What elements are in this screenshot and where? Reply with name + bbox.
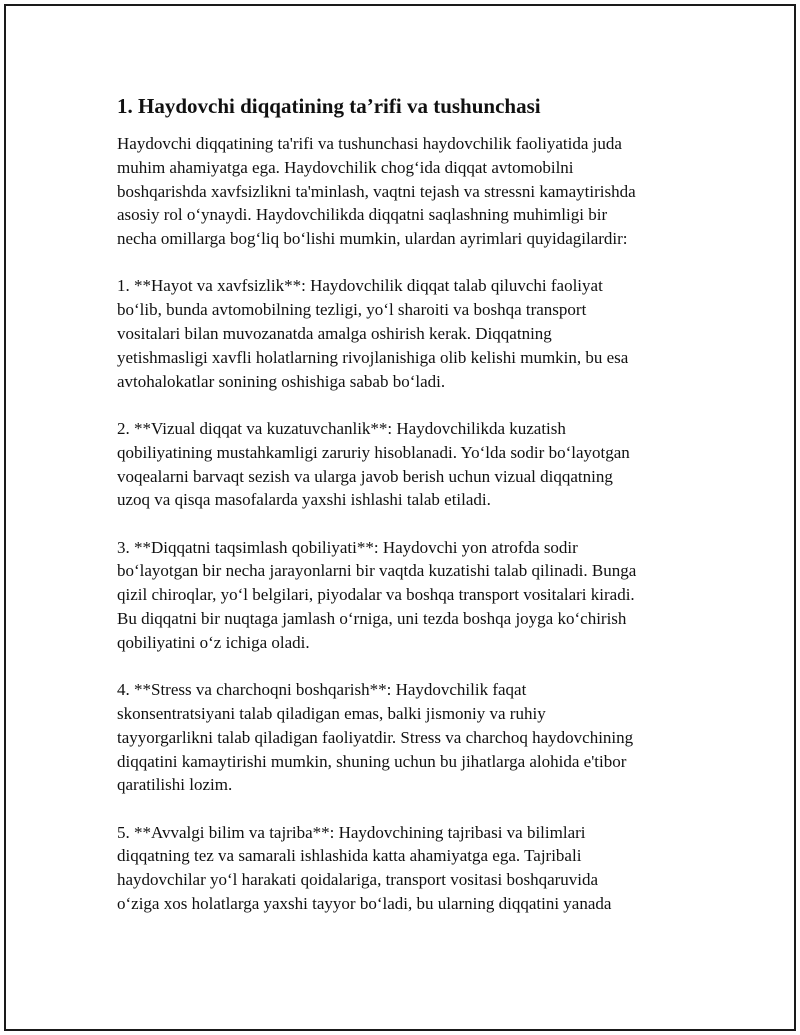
text-line: bo‘layotgan bir necha jarayonlarni bir vaqtda kuzatishi talab qilinadi. Bunga xyxy=(117,561,637,581)
text-line: qobiliyatining mustahkamligi zaruriy hisoblanadi. Yo‘lda sodir bo‘layotgan xyxy=(117,442,630,462)
text-line: voqealarni barvaqt sezish va ularga javob berish uchun vizual diqqatning xyxy=(117,466,613,486)
text-line: 3. **Diqqatni taqsimlash qobiliyati**: Haydovchi yon atrofda sodir xyxy=(117,537,578,557)
paragraph-item-5 xyxy=(117,821,697,916)
text-line: asosiy rol o‘ynaydi. Haydovchilikda diqqatni saqlashning muhimligi bir xyxy=(117,205,608,225)
text-line: skonsentratsiyani talab qiladigan emas, balki jismoniy va ruhiy xyxy=(117,703,546,723)
document-body xyxy=(117,92,697,939)
text-line: tayyorgarlikni talab qiladigan faoliyatdir. Stress va charchoq haydovchining xyxy=(117,727,634,747)
text-line: diqqatning tez va samarali ishlashida katta ahamiyatga ega. Tajribali xyxy=(117,846,582,866)
text-line: uzoq va qisqa masofalarda yaxshi ishlashi talab etiladi. xyxy=(117,490,491,510)
paragraph-item-4 xyxy=(117,678,697,797)
text-line: Haydovchi diqqatining ta'rifi va tushunchasi haydovchilik faoliyatida juda xyxy=(117,134,622,153)
text-line: diqqatini kamaytirishi mumkin, shuning uchun bu jihatlarga alohida e'tibor xyxy=(117,751,627,771)
paragraph-intro xyxy=(117,132,697,251)
text-line: bo‘lib, bunda avtomobilning tezligi, yo‘l sharoiti va boshqa transport xyxy=(117,300,587,320)
text-line: qobiliyatini o‘z ichiga oladi. xyxy=(117,632,310,652)
text-line: avtohalokatlar sonining oshishiga sabab bo‘ladi. xyxy=(117,371,446,391)
text-line: qizil chiroqlar, yo‘l belgilari, piyodalar va boshqa transport vositalari kiradi. xyxy=(117,585,635,605)
paragraph-item-1 xyxy=(117,274,697,393)
document-title: 1. Haydovchi diqqatining ta’rifi va tushunchasi xyxy=(117,94,541,118)
text-line: yetishmasligi xavfli holatlarning rivojlanishiga olib kelishi mumkin, bu esa xyxy=(117,347,629,367)
text-line: o‘ziga xos holatlarga yaxshi tayyor bo‘ladi, bu ularning diqqatini yanada xyxy=(117,894,612,914)
text-line: Bu diqqatni bir nuqtaga jamlash o‘rniga, uni tezda boshqa joyga ko‘chirish xyxy=(117,609,627,629)
paragraph-item-3 xyxy=(117,536,697,655)
text-line: 1. **Hayot va xavfsizlik**: Haydovchilik diqqat talab qiluvchi faoliyat xyxy=(117,276,603,296)
text-line: boshqarishda xavfsizlikni ta'minlash, vaqtni tejash va stressni kamaytirishda xyxy=(117,181,636,201)
text-line: 4. **Stress va charchoqni boshqarish**: Haydovchilik faqat xyxy=(117,680,527,700)
text-line: haydovchilar yo‘l harakati qoidalariga, transport vositasi boshqaruvida xyxy=(117,870,599,890)
paragraph-item-2 xyxy=(117,417,697,512)
text-line: 2. **Vizual diqqat va kuzatuvchanlik**: Haydovchilikda kuzatish xyxy=(117,418,566,438)
text-line: vositalari bilan muvozanatda amalga oshirish kerak. Diqqatning xyxy=(117,324,552,344)
text-line: qaratilishi lozim. xyxy=(117,775,233,795)
text-line: muhim ahamiyatga ega. Haydovchilik chog‘ida diqqat avtomobilni xyxy=(117,157,574,177)
text-line: 5. **Avvalgi bilim va tajriba**: Haydovchining tajribasi va bilimlari xyxy=(117,822,586,842)
text-line: necha omillarga bog‘liq bo‘lishi mumkin, ulardan ayrimlari quyidagilardir: xyxy=(117,229,628,249)
